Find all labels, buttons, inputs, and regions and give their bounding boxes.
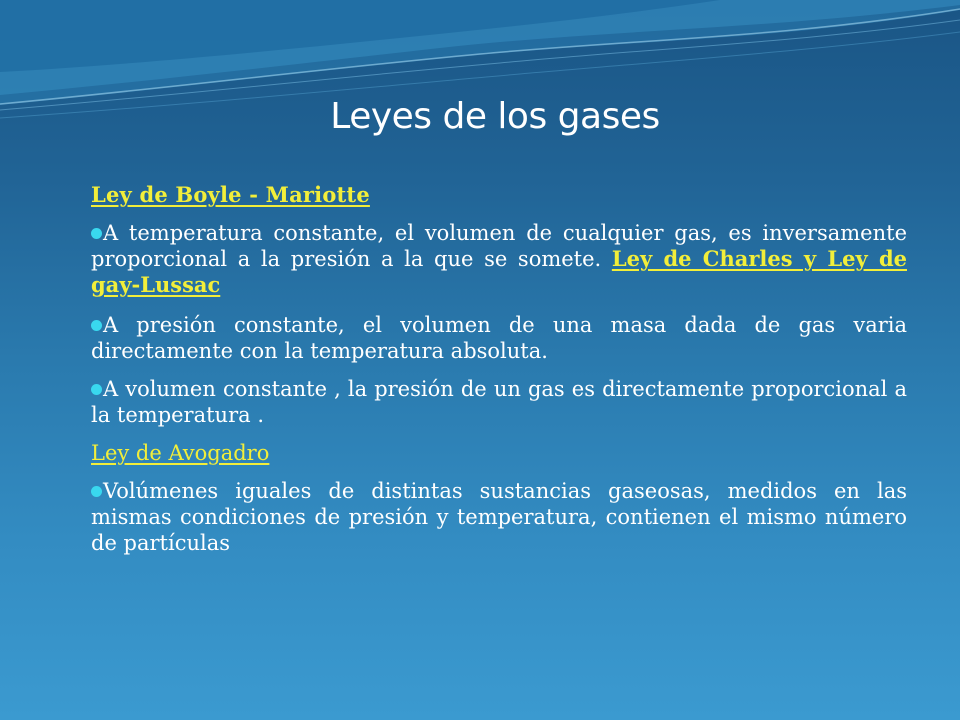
bullet-avogadro <box>91 478 907 556</box>
bullet-charles <box>91 312 907 364</box>
bullet-avogadro-text: Volúmenes iguales de distintas sustancias gaseosas, medidos en las mismas condiciones de presión y temperatura, contienen el mismo número de partículas <box>91 479 907 555</box>
heading-boyle-mariotte[interactable]: Ley de Boyle - Mariotte <box>91 182 370 207</box>
heading-avogadro[interactable]: Ley de Avogadro <box>91 441 270 465</box>
bullet-icon <box>91 228 102 239</box>
section-avogadro <box>91 440 907 466</box>
section-boyle <box>91 182 907 208</box>
bullet-gay-lussac <box>91 376 907 428</box>
bullet-boyle <box>91 220 907 298</box>
bullet-icon <box>91 486 102 497</box>
bullet-icon <box>91 384 102 395</box>
slide-title: Leyes de los gases <box>330 96 660 137</box>
heading-charles-gay-lussac[interactable]: Ley de Charles y Ley de gay-Lussac <box>91 246 907 297</box>
bullet-boyle-text: A temperatura constante, el volumen de cualquier gas, es inversamente proporcional a la presión a la que se somete. <box>91 221 907 271</box>
bullet-boyle-text-wrap <box>91 220 907 298</box>
slide-content <box>91 182 907 556</box>
bullet-icon <box>91 320 102 331</box>
bullet-gay-lussac-text: A volumen constante , la presión de un gas es directamente proporcional a la temperatura . <box>91 377 907 427</box>
bullet-charles-text: A presión constante, el volumen de una masa dada de gas varia directamente con la temperatura absoluta. <box>91 313 907 363</box>
